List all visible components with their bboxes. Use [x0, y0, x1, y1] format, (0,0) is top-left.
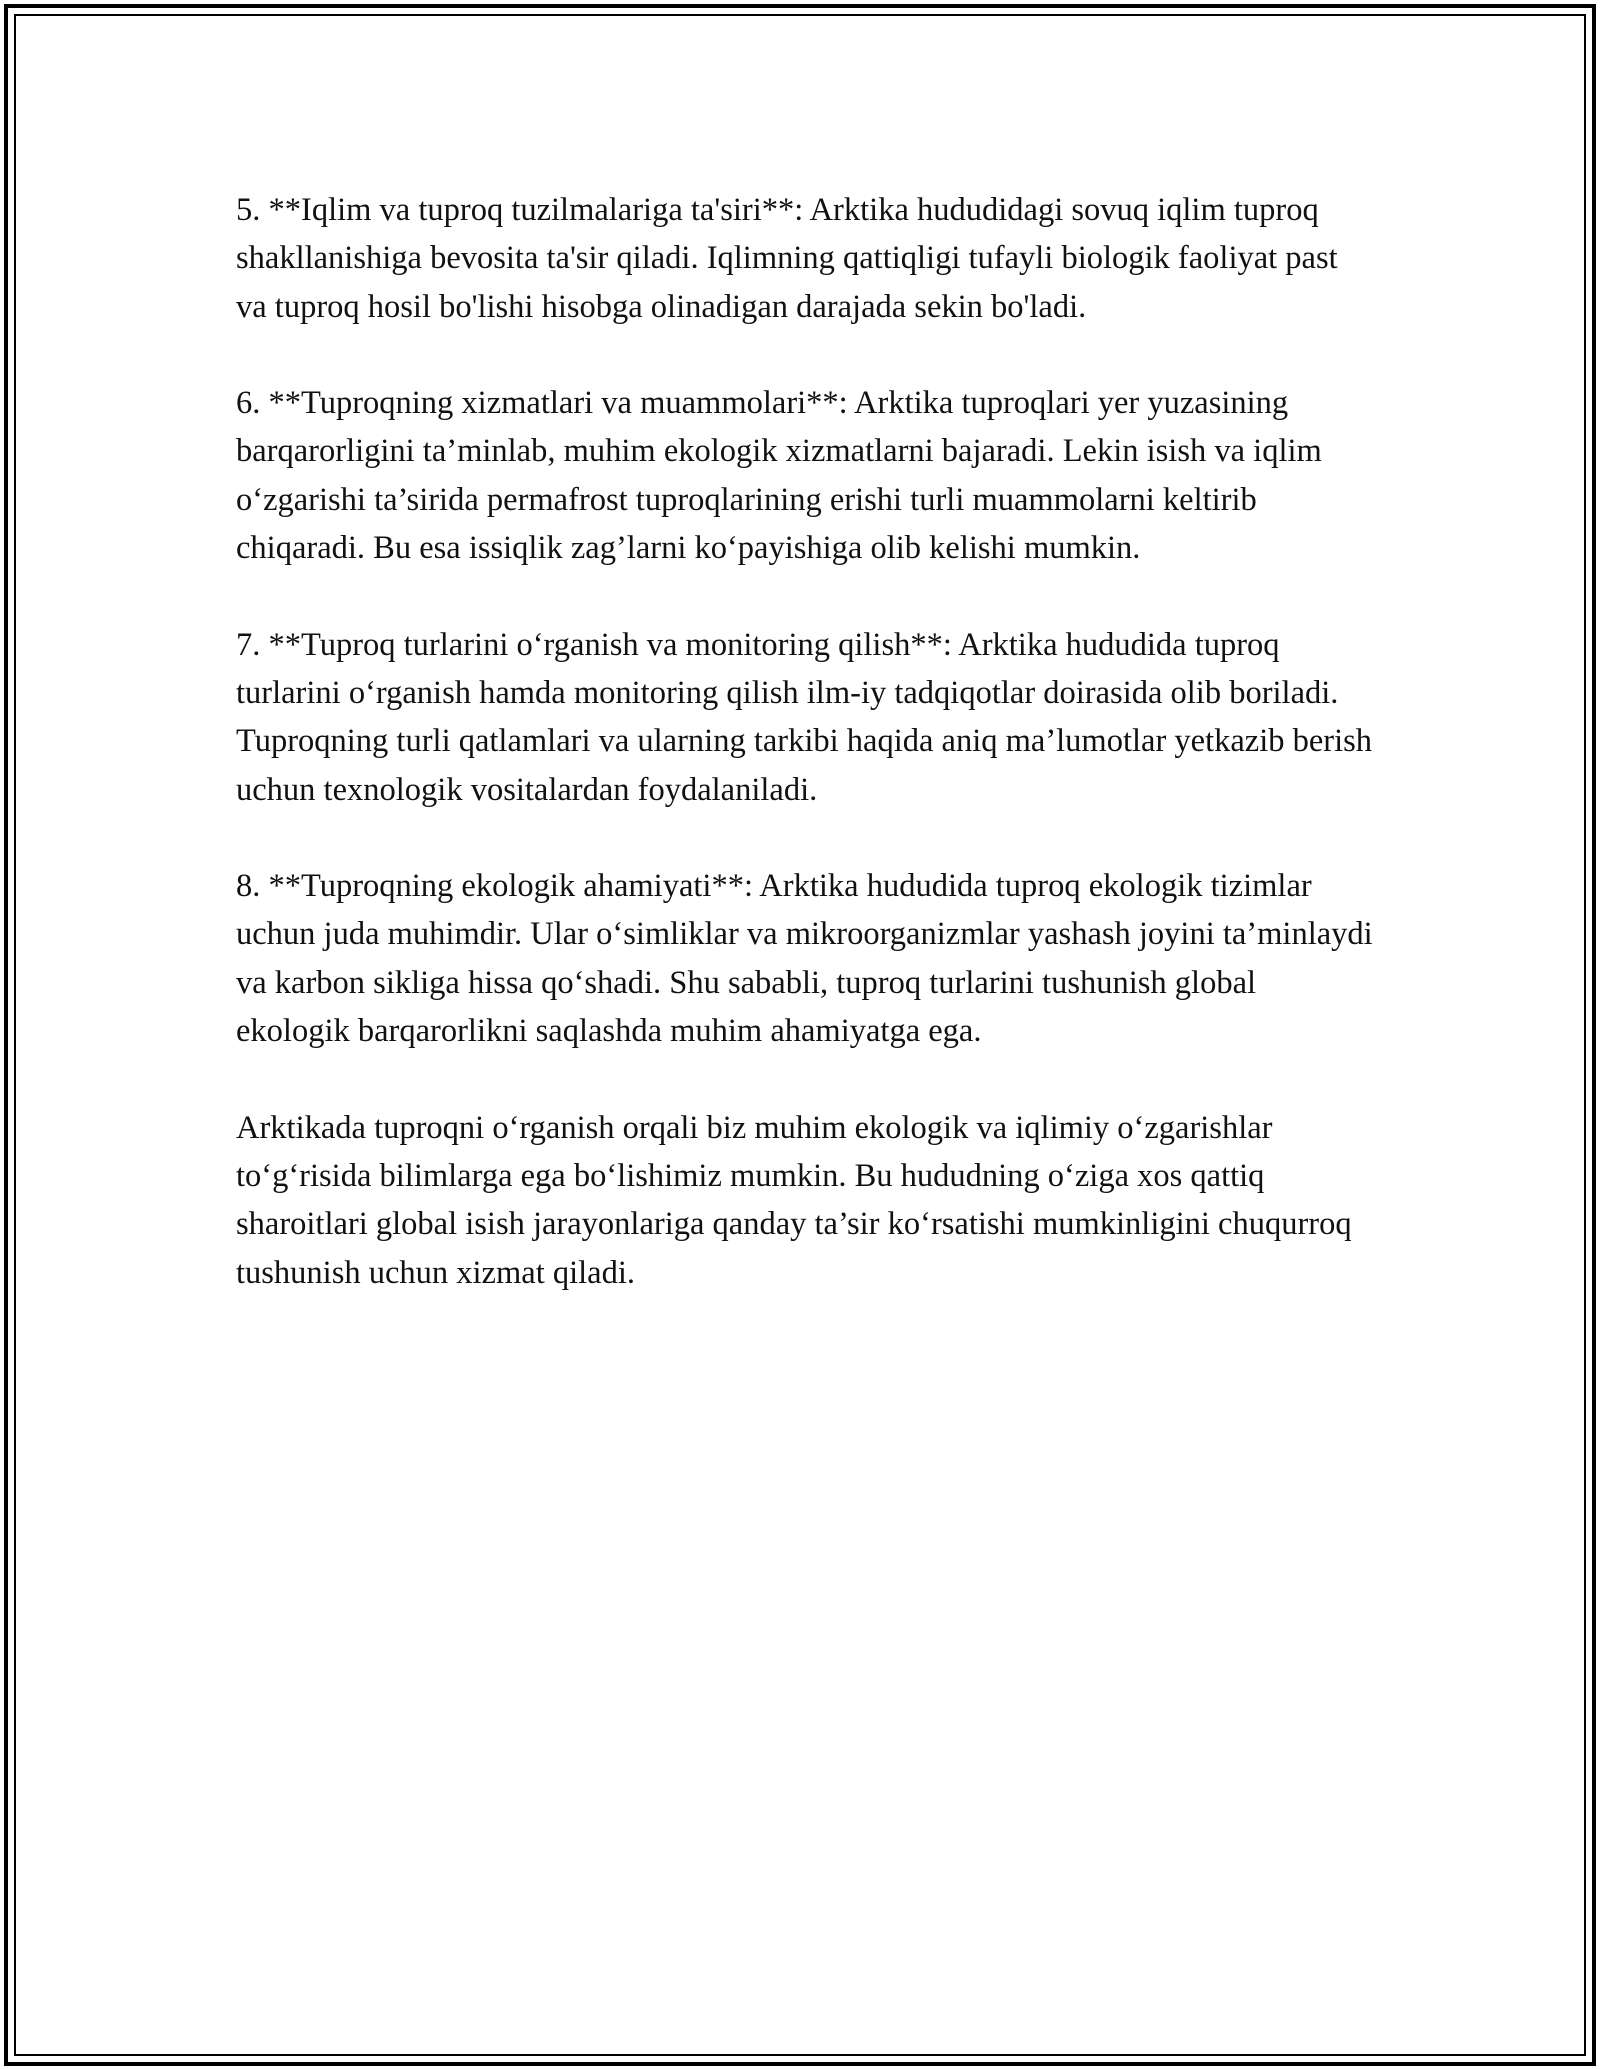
paragraph-conclusion: Arktikada tuproqni o‘rganish orqali biz muhim ekologik va iqlimiy o‘zgarishlar to‘g‘risida bilimlarga ega bo‘lishimiz mumkin. Bu hududning o‘ziga xos qattiq sharoitlari global isish jarayonlariga qanday ta’sir ko‘rsatishi mumkinligini chuqurroq tushunish uchun xizmat qiladi. [236, 1109, 1352, 1291]
paragraph-soil-monitoring: 7. **Tuproq turlarini o‘rganish va monitoring qilish**: Arktika hududida tuproq turlarini o‘rganish hamda monitoring qilish ilm-iy tadqiqotlar doirasida olib boriladi. Tuproqning turli qatlamlari va ularning tarkibi haqida aniq ma’lumotlar yetkazib berish uchun texnologik vositalardan foydalaniladi. [236, 626, 1373, 808]
paragraph-ecological-importance: 8. **Tuproqning ekologik ahamiyati**: Arktika hududida tuproq ekologik tizimlar uchun juda muhimdir. Ular o‘simliklar va mikroorganizmlar yashash joyini ta’minlaydi va karbon sikliga hissa qo‘shadi. Shu sababli, tuproq turlarini tushunish global ekologik barqarorlikni saqlashda muhim ahamiyatga ega. [236, 868, 1373, 1050]
paragraph-climate-impact: 5. **Iqlim va tuproq tuzilmalariga ta'siri**: Arktika hududidagi sovuq iqlim tuproq shakllanishiga bevosita ta'sir qiladi. Iqlimning qattiqligi tufayli biologik faoliyat past va tuproq hosil bo'lishi hisobga olinadigan darajada sekin bo'ladi. [236, 192, 1338, 325]
paragraph-soil-services: 6. **Tuproqning xizmatlari va muammolari**: Arktika tuproqlari yer yuzasining barqarorligini ta’minlab, muhim ekologik xizmatlarni bajaradi. Lekin isish va iqlim o‘zgarishi ta’sirida permafrost tuproqlarining erishi turli muammolarni keltirib chiqaradi. Bu esa issiqlik zag’larni ko‘payishiga olib kelishi mumkin. [236, 385, 1322, 567]
document-body [236, 186, 1376, 1345]
